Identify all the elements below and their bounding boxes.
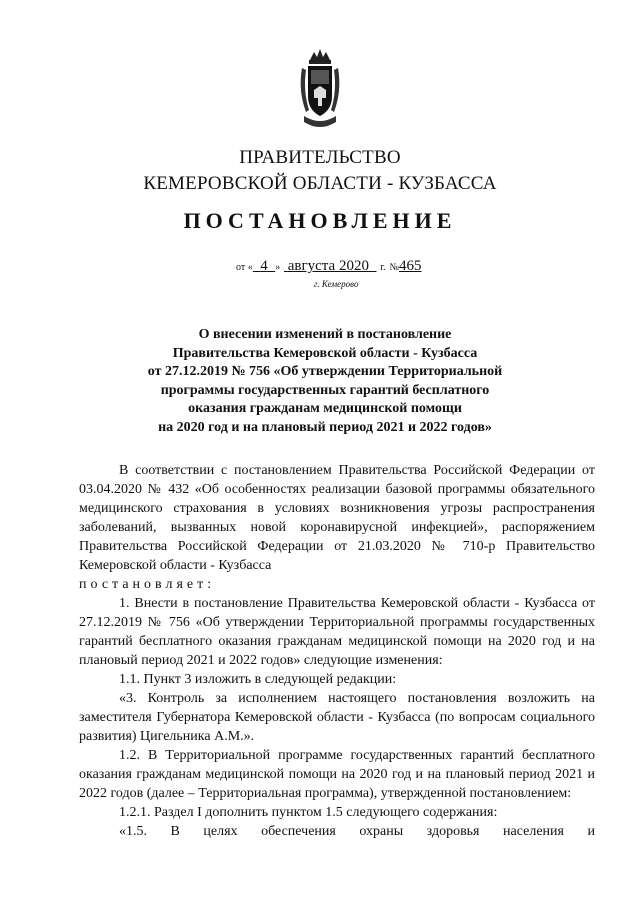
resolves-word: постановляет: [79, 577, 216, 592]
date-prefix: от « [236, 262, 253, 273]
number-prefix: № [389, 262, 399, 273]
title-line: от 27.12.2019 № 756 «Об утверждении Территориальной [147, 364, 503, 379]
coat-of-arms-icon [296, 46, 344, 136]
title-line: Правительства Кемеровской области - Кузбасса [172, 345, 478, 361]
date-quote: » [275, 262, 281, 273]
document-title [140, 326, 510, 437]
document-body [79, 461, 595, 841]
year-suffix: г. [380, 262, 386, 273]
document-number: 465 [398, 258, 422, 274]
document-type: ПОСТАНОВЛЕНИЕ [183, 208, 457, 233]
title-line: программы государственных гарантий бесплатного [160, 382, 490, 398]
date-month-year: августа 2020 [287, 258, 369, 274]
title-line: О внесении изменений в постановление [198, 327, 452, 342]
paragraph-item-1-1: 1.1. Пункт 3 изложить в следующей редакции: [119, 672, 397, 687]
paragraph-item-1-5: «1.5. В целях обеспечения охраны здоровья населения и [119, 824, 595, 839]
paragraph-preamble: В соответствии с постановлением Правительства Российской Федерации от 03.04.2020 № 432 «Об особенностях реализации базовой программы обязательного медицинского страхования в условиях возникновения угрозы распространения заболеваний, вызванных новой коронавирусной инфекцией», распоряжением Правительства Российской Федерации от 21.03.2020 № 710-р Правительство Кемеровской области - Кузбасса постановляет: [79, 463, 595, 592]
government-name-line2: КЕМЕРОВСКОЙ ОБЛАСТИ - КУЗБАССА [143, 173, 497, 194]
paragraph-item-1: 1. Внести в постановление Правительства Кемеровской области - Кузбасса от 27.12.2019 № 756 «Об утверждении Территориальной программы государственных гарантий бесплатного оказания гражданам медицинской помощи на 2020 год и на плановый период 2021 и 2022 годов» следующие изменения: [79, 596, 595, 668]
city-name: г. Кемерово [314, 279, 359, 289]
title-line: на 2020 год и на плановый период 2021 и 2022 годов» [158, 419, 492, 435]
paragraph-item-1-2: 1.2. В Территориальной программе государственных гарантий бесплатного оказания гражданам медицинской помощи на 2020 год и на плановый период 2021 и 2022 годов (далее – Территориальная программа), утвержденной постановлением: [79, 748, 595, 801]
date-day: 4 [260, 258, 268, 274]
date-number-line [236, 258, 421, 275]
paragraph-item-1-2-1: 1.2.1. Раздел I дополнить пунктом 1.5 следующего содержания: [119, 805, 498, 820]
government-name-line1: ПРАВИТЕЛЬСТВО [239, 147, 401, 168]
paragraph-item-3-text: «3. Контроль за исполнением настоящего постановления возложить на заместителя Губернатора Кемеровской области - Кузбасса (по вопросам социального развития) Цигельника А.М.». [79, 691, 595, 744]
title-line: оказания гражданам медицинской помощи [188, 401, 462, 416]
